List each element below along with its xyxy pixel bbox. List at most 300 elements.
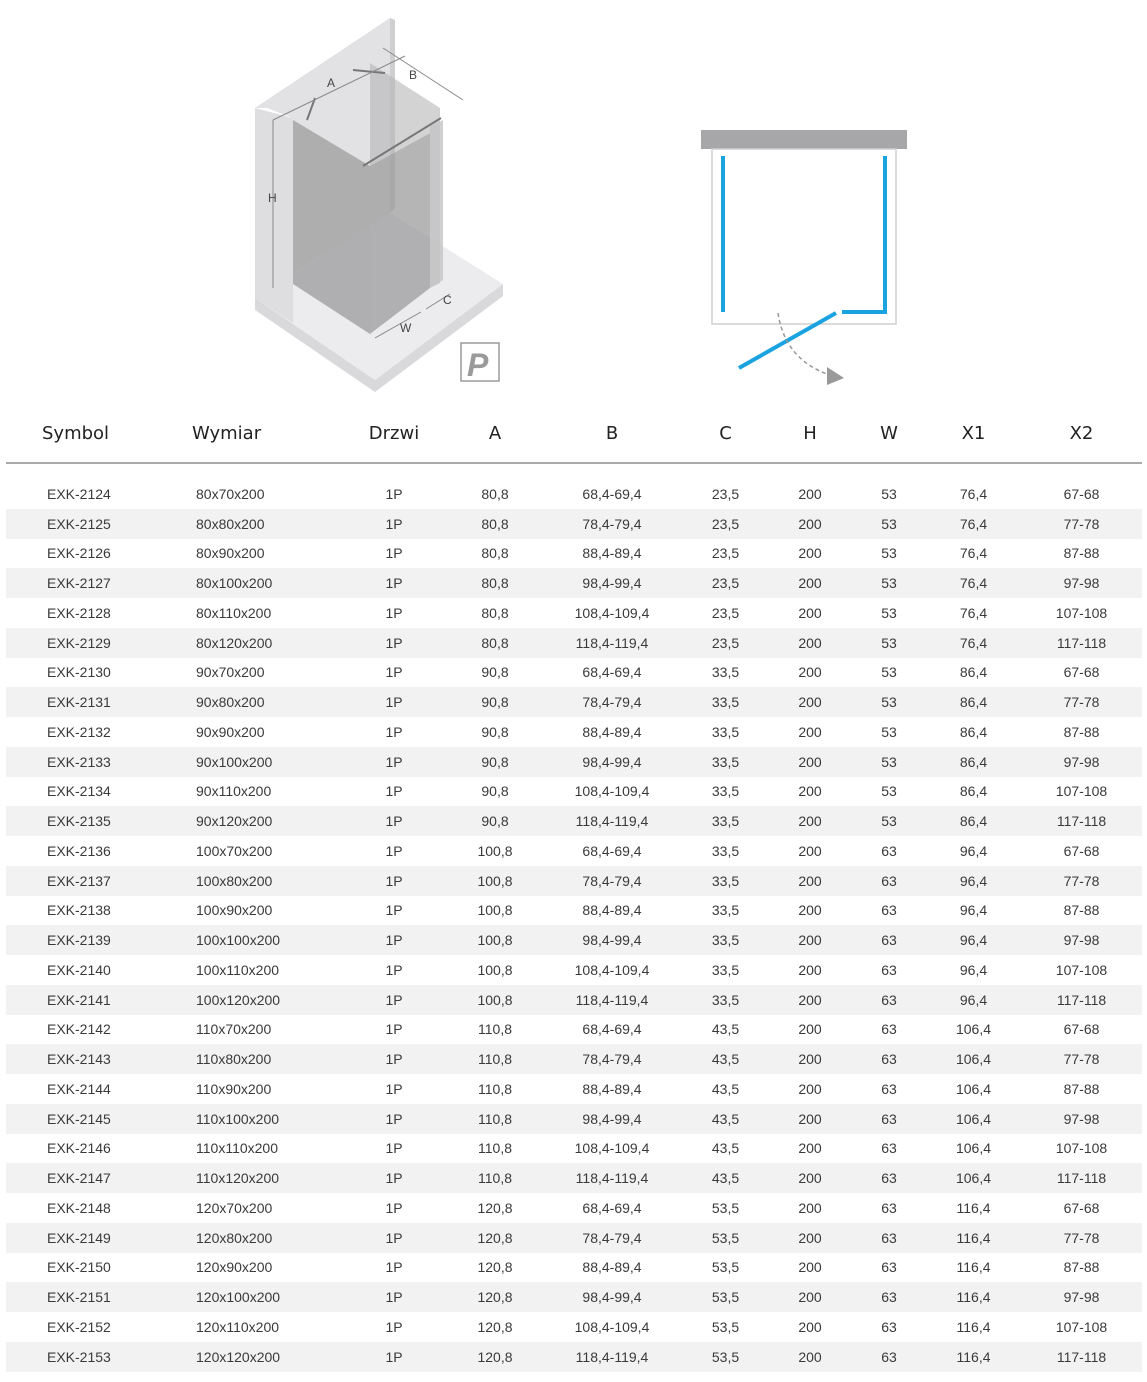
table-row bbox=[6, 1104, 1142, 1134]
cell-drzwi: 1P bbox=[339, 747, 449, 777]
cell-x2: 107-108 bbox=[1055, 604, 1108, 621]
table-row bbox=[6, 1312, 1142, 1342]
cell-a: 80,8 bbox=[481, 545, 509, 562]
cell-wymiar: 90x90x200 bbox=[196, 723, 265, 740]
cell-h: 200 bbox=[798, 723, 822, 740]
cell-a: 110,8 bbox=[449, 1163, 541, 1193]
cell-symbol: EXK-2137 bbox=[6, 866, 152, 896]
cell-x2: 117-118 bbox=[1021, 628, 1142, 658]
label-h: H bbox=[268, 191, 277, 205]
cell-wymiar: 80x90x200 bbox=[196, 545, 265, 562]
cell-a: 110,8 bbox=[478, 1021, 512, 1038]
cell-wymiar: 80x110x200 bbox=[196, 604, 272, 621]
spacer-cell bbox=[6, 463, 1142, 479]
cell-b: 88,4-89,4 bbox=[582, 1080, 642, 1097]
cell-wymiar: 110x100x200 bbox=[152, 1104, 339, 1134]
cell-wymiar: 120x70x200 bbox=[196, 1199, 273, 1216]
cell-symbol: EXK-2151 bbox=[6, 1282, 152, 1312]
cell-drzwi: 1P bbox=[385, 783, 403, 800]
table-row bbox=[6, 628, 1142, 658]
cell-x1: 96,4 bbox=[926, 866, 1021, 896]
cell-a: 120,8 bbox=[449, 1282, 541, 1312]
cell-h: 200 bbox=[768, 628, 852, 658]
table-row bbox=[6, 1193, 1142, 1223]
cell-b: 78,4-79,4 bbox=[541, 866, 683, 896]
cell-x1: 116,4 bbox=[926, 1223, 1021, 1253]
cell-a: 80,8 bbox=[481, 485, 509, 502]
cell-drzwi: 1P bbox=[339, 1044, 449, 1074]
cell-a: 80,8 bbox=[449, 628, 541, 658]
cell-c: 53,5 bbox=[711, 1318, 740, 1335]
badge-p-icon: P bbox=[467, 347, 489, 383]
cell-w: 53 bbox=[852, 509, 926, 539]
swing-arrow-icon bbox=[827, 367, 844, 385]
cell-x2: 97-98 bbox=[1021, 1104, 1142, 1134]
cell-c: 23,5 bbox=[683, 568, 768, 598]
cell-a: 120,8 bbox=[477, 1318, 513, 1335]
cell-symbol: EXK-2131 bbox=[6, 687, 152, 717]
cell-h: 200 bbox=[768, 1342, 852, 1372]
cell-wymiar: 110x90x200 bbox=[196, 1080, 272, 1097]
table-row bbox=[6, 747, 1142, 777]
cell-b: 108,4-109,4 bbox=[574, 604, 650, 621]
cell-h: 200 bbox=[798, 604, 822, 621]
cell-a: 110,8 bbox=[449, 1104, 541, 1134]
cell-symbol: EXK-2149 bbox=[6, 1223, 152, 1253]
header-w: W bbox=[852, 404, 926, 463]
cell-h: 200 bbox=[798, 961, 822, 978]
cell-w: 53 bbox=[852, 806, 926, 836]
cell-a: 110,8 bbox=[478, 1080, 512, 1097]
cell-c: 33,5 bbox=[683, 806, 768, 836]
cell-wymiar: 90x70x200 bbox=[196, 664, 265, 681]
cell-x1: 86,4 bbox=[926, 806, 1021, 836]
table-row bbox=[6, 777, 1142, 807]
cell-a: 80,8 bbox=[481, 604, 509, 621]
table-row bbox=[6, 1282, 1142, 1312]
cell-b: 118,4-119,4 bbox=[541, 806, 683, 836]
cell-x2: 107-108 bbox=[1055, 1140, 1108, 1157]
cell-c: 23,5 bbox=[683, 628, 768, 658]
cell-h: 200 bbox=[798, 1259, 822, 1276]
cell-a: 120,8 bbox=[477, 1259, 513, 1276]
cell-symbol: EXK-2125 bbox=[6, 509, 152, 539]
cell-symbol: EXK-2153 bbox=[6, 1342, 152, 1372]
cell-wymiar: 80x70x200 bbox=[196, 485, 265, 502]
cell-drzwi: 1P bbox=[385, 1140, 403, 1157]
cell-wymiar: 100x70x200 bbox=[196, 842, 273, 859]
cell-w: 63 bbox=[881, 842, 897, 859]
cell-wymiar: 100x80x200 bbox=[152, 866, 339, 896]
cell-b: 118,4-119,4 bbox=[541, 1163, 683, 1193]
cell-x1: 76,4 bbox=[926, 509, 1021, 539]
cell-drzwi: 1P bbox=[385, 902, 403, 919]
cell-symbol: EXK-2144 bbox=[47, 1080, 111, 1097]
cell-wymiar: 120x100x200 bbox=[152, 1282, 339, 1312]
glass-door bbox=[430, 120, 443, 288]
cell-c: 33,5 bbox=[711, 783, 740, 800]
cell-w: 63 bbox=[852, 925, 926, 955]
cell-a: 90,8 bbox=[449, 687, 541, 717]
header-wymiar: Wymiar bbox=[152, 404, 339, 463]
cell-wymiar: 80x100x200 bbox=[152, 568, 339, 598]
cell-x1: 76,4 bbox=[959, 485, 988, 502]
cell-h: 200 bbox=[798, 902, 822, 919]
cell-c: 53,5 bbox=[683, 1282, 768, 1312]
cell-b: 68,4-69,4 bbox=[582, 1021, 642, 1038]
cell-symbol: EXK-2145 bbox=[6, 1104, 152, 1134]
cell-x1: 86,4 bbox=[959, 783, 988, 800]
cell-b: 78,4-79,4 bbox=[541, 687, 683, 717]
cell-w: 53 bbox=[852, 568, 926, 598]
cell-x1: 106,4 bbox=[955, 1080, 992, 1097]
cell-drzwi: 1P bbox=[339, 628, 449, 658]
cell-x1: 76,4 bbox=[926, 568, 1021, 598]
cell-w: 63 bbox=[852, 1104, 926, 1134]
cell-x2: 87-88 bbox=[1063, 723, 1100, 740]
cell-x1: 86,4 bbox=[926, 687, 1021, 717]
cell-c: 33,5 bbox=[711, 902, 740, 919]
cell-h: 200 bbox=[768, 1044, 852, 1074]
cell-drzwi: 1P bbox=[385, 1259, 403, 1276]
table-row bbox=[6, 509, 1142, 539]
cell-drzwi: 1P bbox=[339, 1104, 449, 1134]
cell-b: 118,4-119,4 bbox=[541, 985, 683, 1015]
cell-w: 63 bbox=[881, 961, 897, 978]
cell-w: 53 bbox=[852, 687, 926, 717]
cell-wymiar: 120x80x200 bbox=[152, 1223, 339, 1253]
cell-b: 88,4-89,4 bbox=[582, 545, 642, 562]
cell-w: 53 bbox=[881, 545, 897, 562]
cell-x2: 117-118 bbox=[1021, 985, 1142, 1015]
cell-x2: 77-78 bbox=[1021, 1223, 1142, 1253]
cell-b: 98,4-99,4 bbox=[541, 568, 683, 598]
cell-h: 200 bbox=[768, 1223, 852, 1253]
cell-drzwi: 1P bbox=[339, 568, 449, 598]
cell-symbol: EXK-2136 bbox=[47, 842, 111, 859]
cell-wymiar: 90x110x200 bbox=[196, 783, 272, 800]
cell-symbol: EXK-2126 bbox=[47, 545, 111, 562]
table-row bbox=[6, 896, 1142, 926]
cell-drzwi: 1P bbox=[339, 1282, 449, 1312]
cell-w: 63 bbox=[852, 1342, 926, 1372]
cell-b: 118,4-119,4 bbox=[541, 1342, 683, 1372]
cell-symbol: EXK-2138 bbox=[47, 902, 111, 919]
cell-c: 53,5 bbox=[711, 1259, 740, 1276]
cell-symbol: EXK-2146 bbox=[47, 1140, 111, 1157]
cell-drzwi: 1P bbox=[385, 1318, 403, 1335]
cell-c: 23,5 bbox=[711, 485, 740, 502]
cell-w: 63 bbox=[881, 1140, 897, 1157]
cell-h: 200 bbox=[768, 509, 852, 539]
cell-symbol: EXK-2124 bbox=[47, 485, 111, 502]
plan-view-diagram bbox=[690, 120, 920, 390]
cell-drzwi: 1P bbox=[385, 1021, 403, 1038]
cell-h: 200 bbox=[768, 806, 852, 836]
cell-a: 100,8 bbox=[449, 866, 541, 896]
cell-symbol: EXK-2135 bbox=[6, 806, 152, 836]
cell-wymiar: 100x120x200 bbox=[152, 985, 339, 1015]
cell-symbol: EXK-2141 bbox=[6, 985, 152, 1015]
table-row bbox=[6, 806, 1142, 836]
header-b: B bbox=[541, 404, 683, 463]
cell-w: 63 bbox=[852, 866, 926, 896]
cell-c: 53,5 bbox=[683, 1223, 768, 1253]
cell-b: 98,4-99,4 bbox=[541, 747, 683, 777]
cell-x1: 96,4 bbox=[959, 902, 988, 919]
cell-x1: 86,4 bbox=[926, 747, 1021, 777]
cell-drzwi: 1P bbox=[385, 664, 403, 681]
cell-h: 200 bbox=[798, 1140, 822, 1157]
cell-a: 100,8 bbox=[477, 961, 513, 978]
cell-wymiar: 120x110x200 bbox=[196, 1318, 280, 1335]
cell-symbol: EXK-2147 bbox=[6, 1163, 152, 1193]
cell-h: 200 bbox=[768, 985, 852, 1015]
dimensions-table bbox=[6, 404, 1142, 1372]
cell-w: 53 bbox=[881, 485, 897, 502]
cell-drzwi: 1P bbox=[385, 604, 403, 621]
cell-x2: 77-78 bbox=[1021, 1044, 1142, 1074]
header-x2: X2 bbox=[1021, 404, 1142, 463]
cell-x1: 86,4 bbox=[959, 723, 988, 740]
cell-b: 88,4-89,4 bbox=[582, 902, 642, 919]
cell-x2: 107-108 bbox=[1055, 961, 1108, 978]
cell-b: 78,4-79,4 bbox=[541, 1044, 683, 1074]
label-a: A bbox=[327, 76, 336, 90]
table-row bbox=[6, 598, 1142, 628]
cell-symbol: EXK-2148 bbox=[47, 1199, 111, 1216]
cell-drzwi: 1P bbox=[339, 806, 449, 836]
cell-c: 23,5 bbox=[711, 545, 740, 562]
cell-x2: 117-118 bbox=[1021, 806, 1142, 836]
cell-drzwi: 1P bbox=[385, 842, 403, 859]
cell-c: 33,5 bbox=[683, 687, 768, 717]
cell-h: 200 bbox=[798, 545, 822, 562]
cell-c: 33,5 bbox=[711, 723, 740, 740]
cell-symbol: EXK-2132 bbox=[47, 723, 111, 740]
cell-c: 23,5 bbox=[683, 509, 768, 539]
cell-c: 33,5 bbox=[683, 747, 768, 777]
cell-wymiar: 110x80x200 bbox=[152, 1044, 339, 1074]
table-row bbox=[6, 866, 1142, 896]
table-body bbox=[6, 463, 1142, 1372]
cell-a: 100,8 bbox=[477, 842, 513, 859]
cell-a: 120,8 bbox=[477, 1199, 513, 1216]
cell-c: 33,5 bbox=[711, 961, 740, 978]
cell-b: 68,4-69,4 bbox=[582, 1199, 642, 1216]
cell-b: 98,4-99,4 bbox=[541, 925, 683, 955]
table-row bbox=[6, 658, 1142, 688]
cell-wymiar: 90x100x200 bbox=[152, 747, 339, 777]
cell-drzwi: 1P bbox=[339, 1163, 449, 1193]
cell-x1: 76,4 bbox=[959, 545, 988, 562]
cell-x1: 86,4 bbox=[959, 664, 988, 681]
cell-wymiar: 100x100x200 bbox=[152, 925, 339, 955]
cell-c: 23,5 bbox=[711, 604, 740, 621]
cell-x2: 97-98 bbox=[1021, 925, 1142, 955]
cell-h: 200 bbox=[798, 783, 822, 800]
cell-c: 53,5 bbox=[711, 1199, 740, 1216]
cell-x2: 77-78 bbox=[1021, 866, 1142, 896]
cell-w: 63 bbox=[881, 1021, 897, 1038]
table-row bbox=[6, 717, 1142, 747]
cell-h: 200 bbox=[798, 842, 822, 859]
cell-w: 63 bbox=[881, 1259, 897, 1276]
cell-drzwi: 1P bbox=[339, 925, 449, 955]
table-row bbox=[6, 1163, 1142, 1193]
cell-w: 63 bbox=[881, 902, 897, 919]
cell-wymiar: 120x120x200 bbox=[152, 1342, 339, 1372]
cell-b: 108,4-109,4 bbox=[574, 961, 650, 978]
cell-w: 63 bbox=[881, 1199, 897, 1216]
cell-symbol: EXK-2129 bbox=[6, 628, 152, 658]
cell-c: 33,5 bbox=[683, 866, 768, 896]
cell-h: 200 bbox=[768, 1104, 852, 1134]
cell-b: 108,4-109,4 bbox=[574, 1318, 650, 1335]
table-row bbox=[6, 1015, 1142, 1045]
cell-x2: 87-88 bbox=[1063, 1080, 1100, 1097]
header-a: A bbox=[449, 404, 541, 463]
cell-h: 200 bbox=[798, 1318, 822, 1335]
cell-x2: 67-68 bbox=[1063, 1199, 1100, 1216]
cell-drzwi: 1P bbox=[339, 1223, 449, 1253]
cell-w: 53 bbox=[881, 664, 897, 681]
cell-x1: 76,4 bbox=[959, 604, 988, 621]
cell-drzwi: 1P bbox=[385, 485, 403, 502]
cell-a: 100,8 bbox=[449, 925, 541, 955]
cell-w: 63 bbox=[852, 1163, 926, 1193]
table-row bbox=[6, 1074, 1142, 1104]
table-row bbox=[6, 1253, 1142, 1283]
cell-h: 200 bbox=[768, 925, 852, 955]
cell-h: 200 bbox=[768, 1282, 852, 1312]
cell-drzwi: 1P bbox=[385, 1199, 403, 1216]
dimensions-table-section bbox=[6, 404, 1142, 1372]
cell-w: 63 bbox=[852, 985, 926, 1015]
cell-c: 43,5 bbox=[683, 1163, 768, 1193]
table-row bbox=[6, 925, 1142, 955]
cell-a: 100,8 bbox=[477, 902, 513, 919]
cell-w: 63 bbox=[852, 1044, 926, 1074]
cell-h: 200 bbox=[798, 1021, 822, 1038]
cell-w: 63 bbox=[852, 1223, 926, 1253]
cell-a: 110,8 bbox=[449, 1044, 541, 1074]
cell-c: 33,5 bbox=[711, 664, 740, 681]
table-row bbox=[6, 985, 1142, 1015]
cell-a: 100,8 bbox=[449, 985, 541, 1015]
cell-c: 43,5 bbox=[711, 1080, 740, 1097]
cell-w: 63 bbox=[881, 1080, 897, 1097]
cell-b: 68,4-69,4 bbox=[582, 485, 642, 502]
table-row bbox=[6, 687, 1142, 717]
cell-wymiar: 110x120x200 bbox=[152, 1163, 339, 1193]
cell-symbol: EXK-2127 bbox=[6, 568, 152, 598]
cell-c: 33,5 bbox=[683, 985, 768, 1015]
wall-bar bbox=[701, 130, 907, 149]
cell-wymiar: 100x110x200 bbox=[196, 961, 280, 978]
cell-h: 200 bbox=[798, 664, 822, 681]
cell-x2: 117-118 bbox=[1021, 1163, 1142, 1193]
cell-x1: 116,4 bbox=[926, 1342, 1021, 1372]
cell-x2: 67-68 bbox=[1063, 485, 1100, 502]
cell-a: 90,8 bbox=[481, 723, 509, 740]
cell-h: 200 bbox=[768, 747, 852, 777]
cell-x1: 76,4 bbox=[926, 628, 1021, 658]
cell-x2: 97-98 bbox=[1021, 568, 1142, 598]
cell-wymiar: 80x120x200 bbox=[152, 628, 339, 658]
cell-h: 200 bbox=[798, 485, 822, 502]
cell-symbol: EXK-2134 bbox=[47, 783, 111, 800]
cell-x2: 87-88 bbox=[1063, 545, 1100, 562]
label-c: C bbox=[443, 293, 452, 307]
cell-x1: 116,4 bbox=[956, 1318, 991, 1335]
cell-x1: 106,4 bbox=[955, 1021, 992, 1038]
cell-x1: 116,4 bbox=[926, 1282, 1021, 1312]
cell-symbol: EXK-2143 bbox=[6, 1044, 152, 1074]
cell-x2: 77-78 bbox=[1021, 509, 1142, 539]
cell-c: 43,5 bbox=[711, 1140, 740, 1157]
cell-drzwi: 1P bbox=[339, 866, 449, 896]
cell-wymiar: 120x90x200 bbox=[196, 1259, 273, 1276]
cell-c: 33,5 bbox=[711, 842, 740, 859]
cell-x2: 67-68 bbox=[1063, 664, 1100, 681]
cell-a: 110,8 bbox=[478, 1140, 512, 1157]
cell-h: 200 bbox=[798, 1199, 822, 1216]
table-row bbox=[6, 836, 1142, 866]
cell-h: 200 bbox=[798, 1080, 822, 1097]
cell-x2: 67-68 bbox=[1063, 1021, 1100, 1038]
diagrams-section bbox=[0, 0, 1147, 400]
cell-wymiar: 80x80x200 bbox=[152, 509, 339, 539]
cell-b: 118,4-119,4 bbox=[541, 628, 683, 658]
cell-b: 108,4-109,4 bbox=[574, 783, 650, 800]
header-x1: X1 bbox=[926, 404, 1021, 463]
cell-x1: 106,4 bbox=[926, 1044, 1021, 1074]
cell-x2: 67-68 bbox=[1063, 842, 1100, 859]
cell-b: 98,4-99,4 bbox=[541, 1104, 683, 1134]
table-row bbox=[6, 955, 1142, 985]
cell-w: 63 bbox=[881, 1318, 897, 1335]
table-row bbox=[6, 1223, 1142, 1253]
cell-c: 43,5 bbox=[683, 1044, 768, 1074]
cell-symbol: EXK-2130 bbox=[47, 664, 111, 681]
table-row bbox=[6, 568, 1142, 598]
cell-wymiar: 90x80x200 bbox=[152, 687, 339, 717]
table-spacer bbox=[6, 463, 1142, 479]
cell-a: 90,8 bbox=[481, 664, 509, 681]
cell-symbol: EXK-2139 bbox=[6, 925, 152, 955]
cell-x2: 87-88 bbox=[1063, 902, 1100, 919]
cell-x1: 106,4 bbox=[926, 1163, 1021, 1193]
cell-symbol: EXK-2150 bbox=[47, 1259, 111, 1276]
cell-b: 68,4-69,4 bbox=[582, 842, 642, 859]
cell-w: 53 bbox=[852, 747, 926, 777]
header-c: C bbox=[683, 404, 768, 463]
cell-x2: 97-98 bbox=[1021, 1282, 1142, 1312]
cell-b: 88,4-89,4 bbox=[582, 723, 642, 740]
cell-wymiar: 110x110x200 bbox=[196, 1140, 278, 1157]
cell-wymiar: 110x70x200 bbox=[196, 1021, 272, 1038]
wall-left-face bbox=[255, 108, 293, 323]
cell-x2: 77-78 bbox=[1021, 687, 1142, 717]
cell-x1: 116,4 bbox=[956, 1199, 991, 1216]
cell-x2: 107-108 bbox=[1055, 783, 1108, 800]
cell-x1: 96,4 bbox=[926, 985, 1021, 1015]
header-h: H bbox=[768, 404, 852, 463]
cell-symbol: EXK-2128 bbox=[47, 604, 111, 621]
label-w: W bbox=[400, 321, 412, 335]
cell-x2: 117-118 bbox=[1021, 1342, 1142, 1372]
